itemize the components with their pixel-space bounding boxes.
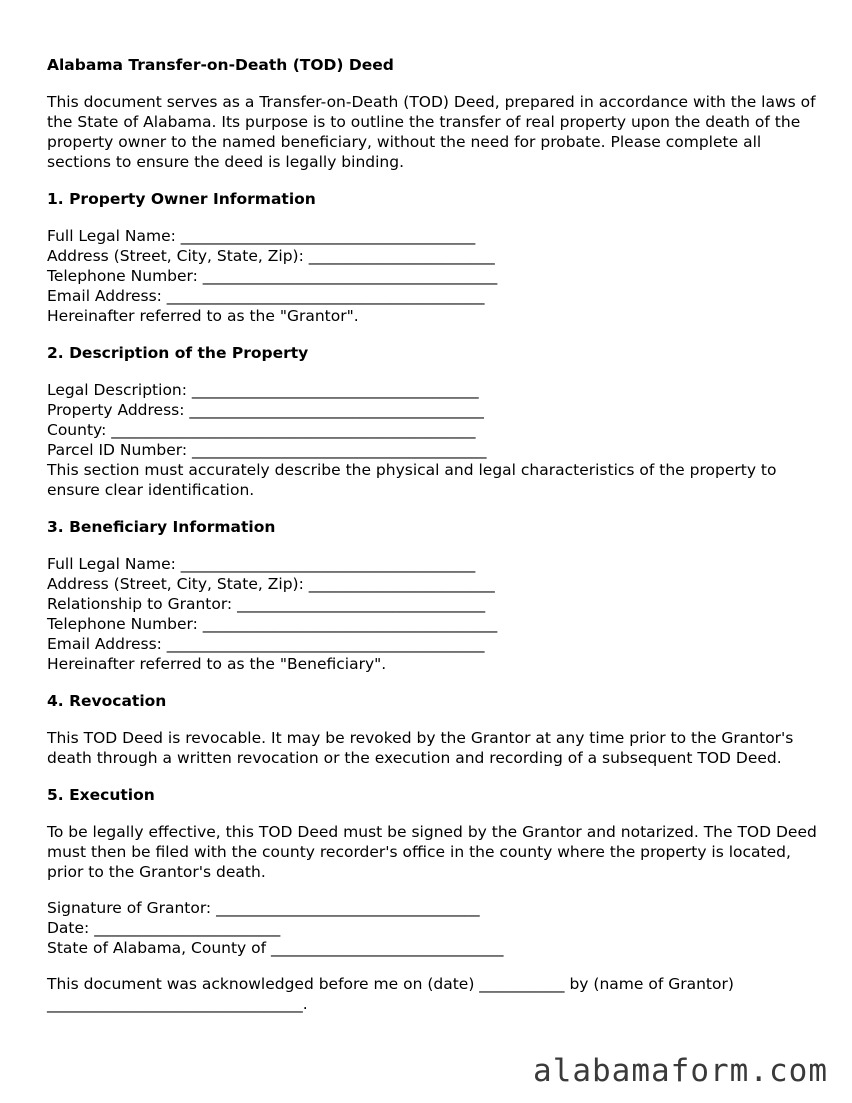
section-heading-revocation: 4. Revocation bbox=[47, 692, 167, 710]
owner-email-field[interactable]: Email Address: _________________________________________ bbox=[47, 287, 485, 305]
parcel-id-field[interactable]: Parcel ID Number: ______________________________________ bbox=[47, 441, 487, 459]
date-field[interactable]: Date: ________________________ bbox=[47, 919, 281, 937]
property-address-field[interactable]: Property Address: ______________________________________ bbox=[47, 401, 484, 419]
acknowledgment-paragraph[interactable]: This document was acknowledged before me on (date) ___________ by (name of Grantor) _________________________________. bbox=[47, 975, 734, 1013]
owner-full-name-field[interactable]: Full Legal Name: ______________________________________ bbox=[47, 227, 476, 245]
intro-paragraph: This document serves as a Transfer-on-Death (TOD) Deed, prepared in accordance with the laws of the State of Alabama. Its purpose is to outline the transfer of real property upon the death of the property owner to the named beneficiary, without the need for probate. Please complete all sections to ensure the deed is legally binding. bbox=[47, 93, 816, 171]
beneficiary-telephone-field[interactable]: Telephone Number: ______________________________________ bbox=[47, 615, 498, 633]
deed-document bbox=[47, 55, 817, 1014]
revocation-paragraph: This TOD Deed is revocable. It may be revoked by the Grantor at any time prior to the Grantor's death through a written revocation or the execution and recording of a subsequent TOD Deed. bbox=[47, 729, 794, 767]
owner-address-field[interactable]: Address (Street, City, State, Zip): ________________________ bbox=[47, 247, 495, 265]
owner-grantor-note: Hereinafter referred to as the "Grantor". bbox=[47, 307, 359, 325]
beneficiary-fields bbox=[47, 554, 817, 674]
section-heading-beneficiary: 3. Beneficiary Information bbox=[47, 518, 276, 536]
beneficiary-email-field[interactable]: Email Address: _________________________________________ bbox=[47, 635, 485, 653]
owner-fields bbox=[47, 226, 817, 326]
beneficiary-address-field[interactable]: Address (Street, City, State, Zip): ________________________ bbox=[47, 575, 495, 593]
document-title: Alabama Transfer-on-Death (TOD) Deed bbox=[47, 56, 394, 74]
county-of-field[interactable]: State of Alabama, County of ______________________________ bbox=[47, 939, 504, 957]
county-field[interactable]: County: _______________________________________________ bbox=[47, 421, 476, 439]
grantor-signature-field[interactable]: Signature of Grantor: __________________________________ bbox=[47, 899, 480, 917]
property-fields bbox=[47, 380, 817, 500]
legal-description-field[interactable]: Legal Description: _____________________________________ bbox=[47, 381, 479, 399]
section-heading-execution: 5. Execution bbox=[47, 786, 155, 804]
watermark: alabamaform.com bbox=[533, 1053, 828, 1089]
beneficiary-relationship-field[interactable]: Relationship to Grantor: ________________________________ bbox=[47, 595, 486, 613]
spacer bbox=[47, 882, 817, 898]
beneficiary-full-name-field[interactable]: Full Legal Name: ______________________________________ bbox=[47, 555, 476, 573]
beneficiary-note: Hereinafter referred to as the "Beneficiary". bbox=[47, 655, 387, 673]
execution-fields bbox=[47, 898, 817, 958]
section-heading-property: 2. Description of the Property bbox=[47, 344, 309, 362]
section-heading-owner: 1. Property Owner Information bbox=[47, 190, 316, 208]
owner-telephone-field[interactable]: Telephone Number: ______________________________________ bbox=[47, 267, 498, 285]
spacer bbox=[47, 958, 817, 974]
execution-paragraph: To be legally effective, this TOD Deed must be signed by the Grantor and notarized. The TOD Deed must then be filed with the county recorder's office in the county where the property is located, prior to the Grantor's death. bbox=[47, 823, 817, 881]
property-note: This section must accurately describe the physical and legal characteristics of the property to ensure clear identification. bbox=[47, 461, 777, 499]
